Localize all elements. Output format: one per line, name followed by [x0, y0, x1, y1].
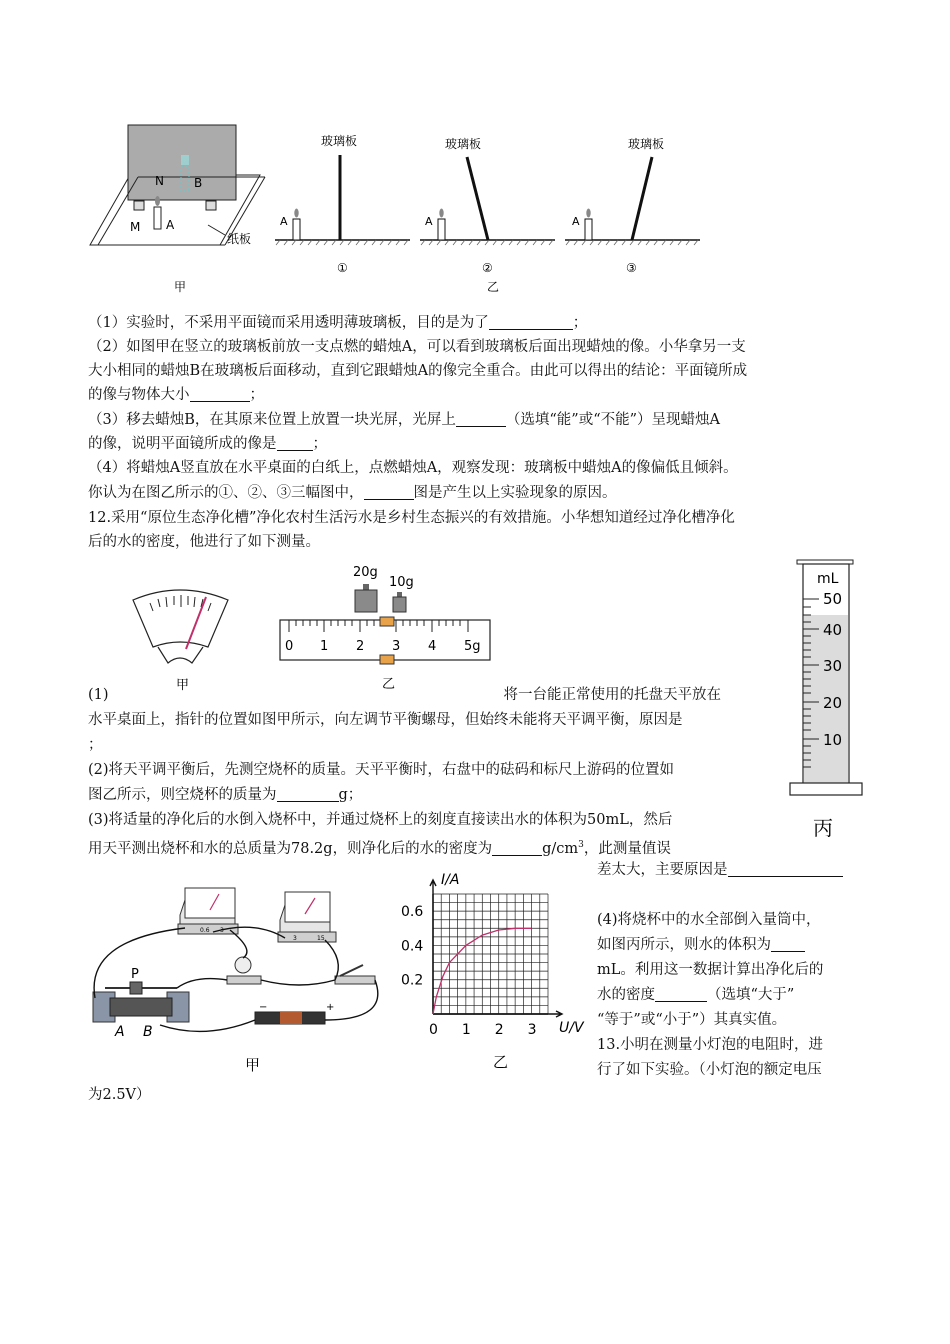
slider-p-label: P: [131, 967, 139, 982]
chart-axes: [430, 880, 562, 1017]
q11-line-2: （2）如图甲在竖立的玻璃板前放一支点燃的蜡烛A，可以看到玻璃板后面出现蜡烛的像。小华拿另一支: [88, 339, 746, 355]
fig1-label-jia: 甲: [174, 280, 187, 294]
cyl-unit: mL: [817, 571, 839, 587]
scale-tick-5: 5g: [464, 639, 481, 654]
cyl-tick-50: 50: [823, 590, 843, 608]
circ-1: ①: [337, 261, 348, 275]
cyl-tick-40: 40: [823, 621, 843, 639]
weight-20g-label: 20g: [353, 565, 378, 580]
scale-tick-2: 2: [356, 639, 365, 654]
blank-q11-2[interactable]: [190, 385, 250, 402]
chart-i-u: [395, 862, 595, 1077]
figure-graduated-cylinder: [785, 555, 865, 845]
chart-x-tick: 2: [494, 1022, 504, 1038]
candle-a-label-3: A: [572, 215, 580, 228]
figure-balance-pointer: [128, 585, 233, 695]
cyl-tick-10: 10: [823, 731, 843, 749]
q12-p2-line-2: 图乙所示，则空烧杯的质量为 g；: [88, 787, 363, 803]
q11-line-5: （3）移去蜡烛B，在其原来位置上放置一块光屏，光屏上 （选填“能”或“不能”）呈现蜡烛A: [88, 412, 721, 428]
q13-line-3: 为2.5V）: [88, 1087, 151, 1103]
q11-line-3: 大小相同的蜡烛B在玻璃板后面移动，直到它跟蜡烛A的像完全重合。由此可以得出的结论：平面镜所成: [88, 363, 748, 379]
q12-p4-line-5: “等于”或“小于”）其真实值。: [597, 1012, 787, 1028]
q12-p4-line-2: 如图丙所示，则水的体积为: [597, 933, 867, 957]
chart-x-tick: 0: [429, 1022, 438, 1038]
fig2-label-bing: 丙: [813, 816, 833, 840]
q12-p3-line-1: (3)将适量的净化后的水倒入烧杯中，并通过烧杯上的刻度直接读出水的体积为50mL，然后: [88, 812, 673, 828]
blank-q12-2[interactable]: [492, 839, 542, 856]
scale-tick-4: 4: [428, 639, 437, 654]
q13-line-2: 行了如下实验。（小灯泡的额定电压: [597, 1062, 822, 1078]
q12-p4-line-4: 水的密度 （选填“大于”: [597, 987, 795, 1003]
chart-xlabel: U/V: [559, 1020, 584, 1036]
blank-q12-1[interactable]: [277, 785, 339, 802]
fig2-label-yi: 乙: [382, 677, 396, 692]
fig3-label-yi: 乙: [493, 1053, 509, 1071]
q11-line-8: 你认为在图乙所示的①、②、③三幅图中， 图是产生以上实验现象的原因。: [88, 485, 617, 501]
blank-q11-4[interactable]: [277, 434, 313, 451]
q12-line-1: 12.采用“原位生态净化槽”净化农村生活污水是乡村生态振兴的有效措施。小华想知道经过净化槽净化: [88, 510, 735, 526]
q12-p3-line-3: 差太大，主要原因是: [597, 858, 867, 882]
q11-line-4: 的像与物体大小 ；: [88, 387, 264, 403]
q12-p1-line-2: 水平桌面上，指针的位置如图甲所示，向左调节平衡螺母，但始终未能将天平调平衡，原因是: [88, 712, 683, 728]
q11-line-6: 的像，说明平面镜所成的像是 ；: [88, 436, 327, 452]
q11-line-1: （1）实验时，不采用平面镜而采用透明薄玻璃板，目的是为了 ；: [88, 315, 588, 331]
board-label: 纸板: [227, 232, 252, 246]
scale-tick-1: 1: [320, 639, 329, 654]
chart-x-tick: 1: [461, 1022, 471, 1038]
blank-q11-5[interactable]: [364, 483, 414, 500]
glass-label-1: 玻璃板: [321, 134, 358, 148]
fig3-label-jia: 甲: [245, 1056, 261, 1074]
q12-p4-line-1: (4)将烧杯中的水全部倒入量筒中，: [597, 912, 821, 928]
blank-q12-3[interactable]: [728, 860, 843, 877]
candle-a-label-2: A: [425, 215, 433, 228]
glass-label-3: 玻璃板: [628, 137, 665, 151]
voltmeter-mark-b: 15: [317, 935, 325, 942]
scale-tick-0: 0: [285, 639, 294, 654]
letter-m: M: [130, 220, 141, 234]
chart-ylabel: I/A: [441, 872, 460, 888]
scale-tick-3: 3: [392, 639, 401, 654]
terminal-a-label: A: [115, 1024, 125, 1040]
q13-line-1: 13.小明在测量小灯泡的电阻时，进: [597, 1037, 824, 1053]
blank-q12-5[interactable]: [655, 985, 707, 1002]
q12-p2-line-1: (2)将天平调平衡后，先测空烧杯的质量。天平平衡时，右盘中的砝码和标尺上游码的位置如: [88, 762, 675, 778]
candle-a-label-1: A: [280, 215, 288, 228]
terminal-b-label: B: [143, 1024, 153, 1040]
battery-plus: +: [326, 1002, 335, 1013]
circ-3: ③: [626, 261, 637, 275]
ammeter-mark-a: 0.6: [200, 927, 210, 934]
fig1-label-yi: 乙: [487, 280, 500, 294]
ammeter-mark-b: 3: [220, 927, 224, 934]
chart-y-tick: 0.4: [401, 938, 424, 955]
cyl-tick-20: 20: [823, 694, 843, 712]
q12-p4-line-3: mL。利用这一数据计算出净化后的: [597, 962, 824, 978]
weight-10g-label: 10g: [389, 575, 414, 590]
chart-x-tick: 3: [527, 1022, 537, 1038]
blank-q12-4[interactable]: [771, 935, 805, 952]
figure-circuit: [85, 880, 390, 1080]
q12-p1-line-3: ；: [88, 737, 103, 753]
letter-b: B: [194, 176, 203, 190]
blank-q11-1[interactable]: [489, 313, 573, 330]
q11-line-7: （4）将蜡烛A竖直放在水平桌面的白纸上，点燃蜡烛A，观察发现：玻璃板中蜡烛A的像偏低且倾斜。: [88, 460, 738, 476]
circ-2: ②: [482, 261, 493, 275]
chart-y-tick: 0.2: [401, 972, 424, 989]
q12-line-2: 后的水的密度，他进行了如下测量。: [88, 534, 320, 550]
glass-label-2: 玻璃板: [445, 137, 482, 151]
chart-y-tick: 0.6: [401, 904, 424, 921]
blank-q11-3[interactable]: [456, 410, 506, 427]
figure-balance-scale: [275, 560, 500, 695]
letter-n: N: [155, 174, 164, 188]
voltmeter-mark-a: 3: [293, 935, 297, 942]
q12-p1-line-1: (1) 将一台能正常使用的托盘天平放在: [88, 687, 722, 703]
fig2-label-jia: 甲: [176, 678, 190, 693]
letter-a: A: [166, 218, 175, 232]
figure-mirror-experiment: [80, 115, 720, 305]
cyl-tick-30: 30: [823, 657, 843, 675]
q12-p3-line-2: 用天平测出烧杯和水的总质量为78.2g，则净化后的水的密度为 $g/cm^3$，此测量值误: [88, 840, 671, 857]
battery-minus: −: [259, 1002, 268, 1013]
